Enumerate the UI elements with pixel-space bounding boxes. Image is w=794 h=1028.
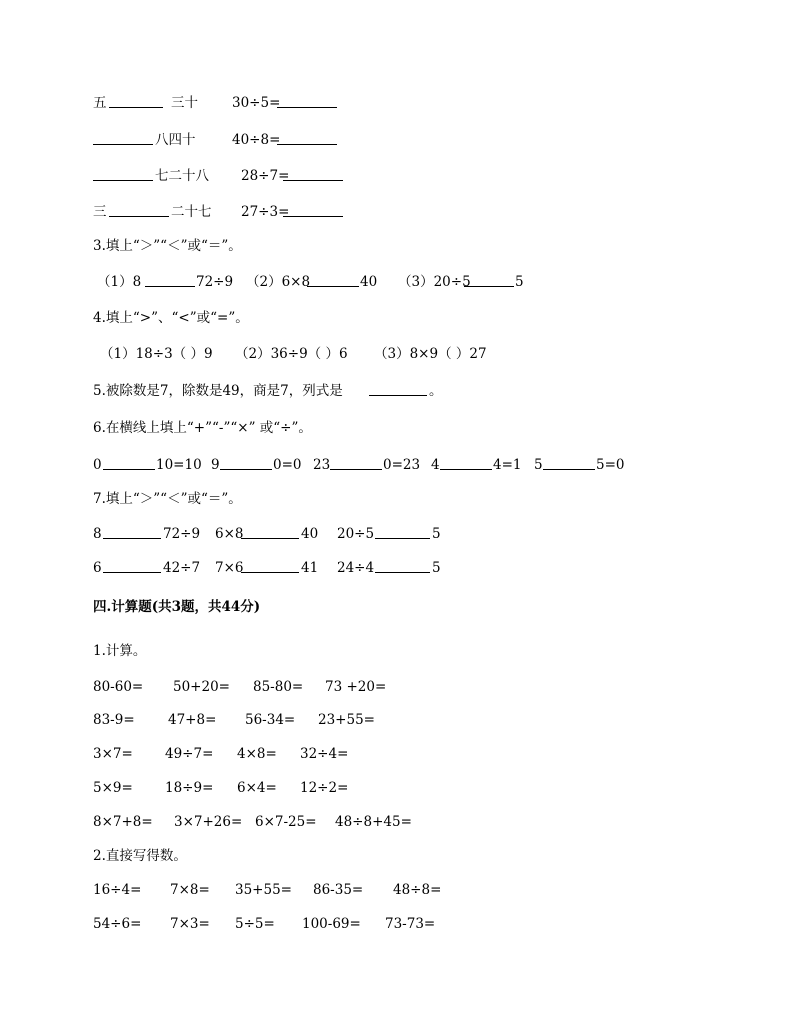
- calc-item: 8×7+8=: [93, 814, 153, 830]
- answer-blank[interactable]: [103, 456, 155, 470]
- calc-item: 12÷2=: [300, 780, 349, 796]
- answer-blank[interactable]: [220, 456, 272, 470]
- calc-item: 7×3=: [170, 916, 210, 932]
- answer-blank[interactable]: [241, 525, 299, 539]
- q7-item-post: 42÷7: [163, 560, 201, 576]
- answer-blank[interactable]: [277, 94, 337, 108]
- calc-item: 56-34=: [245, 712, 296, 728]
- mult-row-b: 二十七: [171, 204, 212, 220]
- calc-item: 18÷9=: [165, 780, 214, 796]
- q3-item-pre: （3）20÷5: [398, 274, 471, 290]
- answer-blank[interactable]: [330, 456, 382, 470]
- calc-item: 16÷4=: [93, 882, 142, 898]
- calc-item: 49÷7=: [165, 746, 214, 762]
- calc-item: 5÷5=: [235, 916, 275, 932]
- calc-item: 6×4=: [237, 780, 277, 796]
- mult-row-eq: 30÷5=: [232, 95, 281, 111]
- answer-blank[interactable]: [103, 525, 161, 539]
- answer-blank[interactable]: [283, 167, 343, 181]
- q3-item-post: 40: [360, 274, 378, 290]
- calc-item: 73 +20=: [325, 679, 387, 695]
- q7-item-post: 72÷9: [163, 526, 201, 542]
- calc-item: 5×9=: [93, 780, 133, 796]
- q5-text: 5.被除数是7，除数是49，商是7，列式是: [93, 383, 343, 399]
- q4-item: （3）8×9（ ）27: [374, 346, 487, 362]
- calc-item: 23+55=: [318, 712, 375, 728]
- calc-item: 73-73=: [385, 916, 436, 932]
- answer-blank[interactable]: [369, 382, 427, 396]
- q7-item-post: 5: [432, 526, 441, 542]
- q7-item-pre: 24÷4: [337, 560, 375, 576]
- answer-blank[interactable]: [93, 131, 153, 145]
- calc-item: 50+20=: [173, 679, 230, 695]
- q3-item-pre: （1）8: [97, 274, 142, 290]
- calc-item: 3×7=: [93, 746, 133, 762]
- q6-item-pre: 9: [211, 457, 220, 473]
- answer-blank[interactable]: [464, 273, 514, 287]
- answer-blank[interactable]: [277, 131, 337, 145]
- calc-item: 100-69=: [302, 916, 361, 932]
- answer-blank[interactable]: [145, 273, 195, 287]
- answer-blank[interactable]: [543, 456, 595, 470]
- q3-item-post: 5: [515, 274, 524, 290]
- calc-item: 35+55=: [235, 882, 292, 898]
- q6-item-post: 0=0: [273, 457, 302, 473]
- mult-row-eq: 40÷8=: [232, 132, 281, 148]
- calc-item: 54÷6=: [93, 916, 142, 932]
- section-heading: 四.计算题(共3题，共44分): [93, 599, 261, 615]
- q6-item-post: 5=0: [596, 457, 625, 473]
- mult-row-b: 三十: [171, 95, 198, 111]
- mult-row-b: 八四十: [155, 132, 196, 148]
- calc-item: 4×8=: [237, 746, 277, 762]
- q7-item-post: 40: [301, 526, 319, 542]
- q6-item-post: 10=10: [156, 457, 202, 473]
- q7-item-post: 5: [432, 560, 441, 576]
- calc-item: 47+8=: [168, 712, 217, 728]
- q6-item-pre: 5: [534, 457, 543, 473]
- answer-blank[interactable]: [109, 94, 163, 108]
- answer-blank[interactable]: [241, 559, 299, 573]
- q6-title: 6.在横线上填上“+”“-”“×” 或“÷”。: [93, 420, 312, 436]
- q6-item-pre: 4: [431, 457, 440, 473]
- q6-item-post: 0=23: [383, 457, 421, 473]
- answer-blank[interactable]: [109, 203, 169, 217]
- calc-item: 85-80=: [253, 679, 304, 695]
- q4-item: （2）36÷9（ ）6: [235, 346, 348, 362]
- q3-item-post: 72÷9: [196, 274, 234, 290]
- q4-title: 4.填上“>”、“<”或“=”。: [93, 310, 249, 326]
- q4-item: （1）18÷3（ ）9: [100, 346, 213, 362]
- calc-item: 3×7+26=: [174, 814, 243, 830]
- answer-blank[interactable]: [103, 559, 161, 573]
- mult-row-a: 三: [93, 204, 107, 220]
- calc-item: 86-35=: [313, 882, 364, 898]
- calc-item: 6×7-25=: [255, 814, 317, 830]
- answer-blank[interactable]: [375, 525, 430, 539]
- calc1-title: 1.计算。: [93, 643, 147, 659]
- q7-item-pre: 6×8: [215, 526, 244, 542]
- q7-item-pre: 7×6: [215, 560, 244, 576]
- answer-blank[interactable]: [440, 456, 492, 470]
- calc-item: 83-9=: [93, 712, 135, 728]
- q7-item-pre: 6: [93, 560, 102, 576]
- answer-blank[interactable]: [307, 273, 359, 287]
- q3-item-pre: （2）6×8: [246, 274, 311, 290]
- q6-item-pre: 23: [313, 457, 331, 473]
- q6-item-post: 4=1: [493, 457, 522, 473]
- mult-row-b: 七二十八: [155, 168, 209, 184]
- mult-row-eq: 28÷7=: [241, 168, 290, 184]
- q7-item-pre: 8: [93, 526, 102, 542]
- q7-item-pre: 20÷5: [337, 526, 375, 542]
- q7-title: 7.填上“＞”“＜”或“＝”。: [93, 491, 242, 507]
- mult-row-eq: 27÷3=: [241, 204, 290, 220]
- calc-item: 7×8=: [170, 882, 210, 898]
- answer-blank[interactable]: [375, 559, 430, 573]
- q5-end: 。: [429, 383, 443, 399]
- q6-item-pre: 0: [93, 457, 102, 473]
- answer-blank[interactable]: [283, 203, 343, 217]
- q3-title: 3.填上“＞”“＜”或“＝”。: [93, 238, 242, 254]
- calc-item: 48÷8=: [393, 882, 442, 898]
- calc2-title: 2.直接写得数。: [93, 848, 187, 864]
- calc-item: 48÷8+45=: [335, 814, 412, 830]
- q7-item-post: 41: [301, 560, 319, 576]
- answer-blank[interactable]: [93, 167, 153, 181]
- calc-item: 80-60=: [93, 679, 144, 695]
- mult-row-a: 五: [93, 95, 107, 111]
- calc-item: 32÷4=: [300, 746, 349, 762]
